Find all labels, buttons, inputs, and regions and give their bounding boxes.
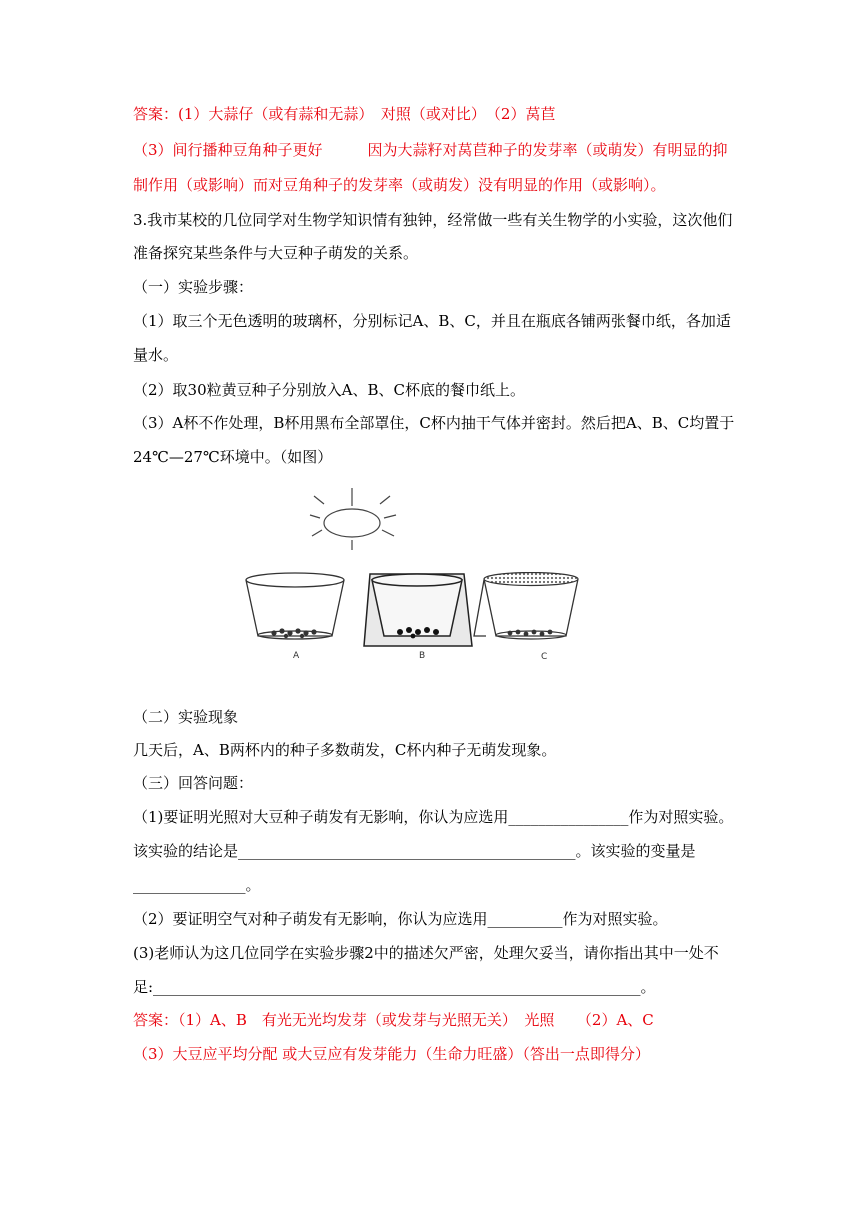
- cup-label-b: B: [419, 651, 426, 661]
- line-19: 足:_________________________________________________________________。: [133, 978, 656, 996]
- line-5: （一）实验步骤：: [133, 278, 254, 296]
- line-10: 24℃—27℃环境中。（如图）: [133, 448, 333, 466]
- line-17: （2）要证明空气对种子萌发有无影响，你认为应选用__________作为对照实验。: [133, 910, 668, 928]
- line-11: （二）实验现象: [133, 708, 239, 726]
- line-2: 制作用（或影响）而对豆角种子的发芽率（或萌发）没有明显的作用（或影响）。: [133, 176, 666, 194]
- line-16: _______________。: [133, 876, 261, 894]
- line-15: 该实验的结论是_____________________________________________。该实验的变量是: [133, 842, 696, 860]
- cup-label-a: A: [293, 651, 300, 661]
- line-21: （3）大豆应平均分配 或大豆应有发芽能力（生命力旺盛）（答出一点即得分）: [133, 1045, 650, 1063]
- cup-c-figure: [478, 572, 588, 664]
- line-4: 准备探究某些条件与大豆种子萌发的关系。: [133, 244, 419, 262]
- experiment-figure: [236, 488, 486, 663]
- line-1: （3）间行播种豆角种子更好 因为大蒜籽对莴苣种子的发芽率（或萌发）有明显的抑: [133, 141, 728, 159]
- line-13: （三）回答问题：: [133, 774, 254, 792]
- line-6: （1）取三个无色透明的玻璃杯，分别标记A、B、C，并且在瓶底各铺两张餐巾纸，各加适: [133, 312, 731, 330]
- line-12: 几天后，A、B两杯内的种子多数萌发，C杯内种子无萌发现象。: [133, 741, 557, 759]
- cup-label-c: C: [541, 652, 548, 662]
- line-3: 3.我市某校的几位同学对生物学知识情有独钟，经常做一些有关生物学的小实验，这次他们: [133, 211, 733, 229]
- line-20: 答案：（1）A、B 有光无光均发芽（或发芽与光照无关） 光照 （2）A、C: [133, 1011, 654, 1029]
- line-8: （2）取30粒黄豆种子分别放入A、B、C杯底的餐巾纸上。: [133, 381, 525, 399]
- line-9: （3）A杯不作处理，B杯用黑布全部罩住，C杯内抽干气体并密封。然后把A、B、C均置于: [133, 414, 735, 432]
- line-0: 答案：(1）大蒜仔（或有蒜和无蒜） 对照（或对比） （2）莴苣: [133, 105, 556, 123]
- line-14: （1)要证明光照对大豆种子萌发有无影响，你认为应选用________________作为对照实验。: [133, 808, 734, 826]
- line-18: (3)老师认为这几位同学在实验步骤2中的描述欠严密，处理欠妥当，请你指出其中一处不: [133, 944, 719, 962]
- line-7: 量水。: [133, 346, 179, 364]
